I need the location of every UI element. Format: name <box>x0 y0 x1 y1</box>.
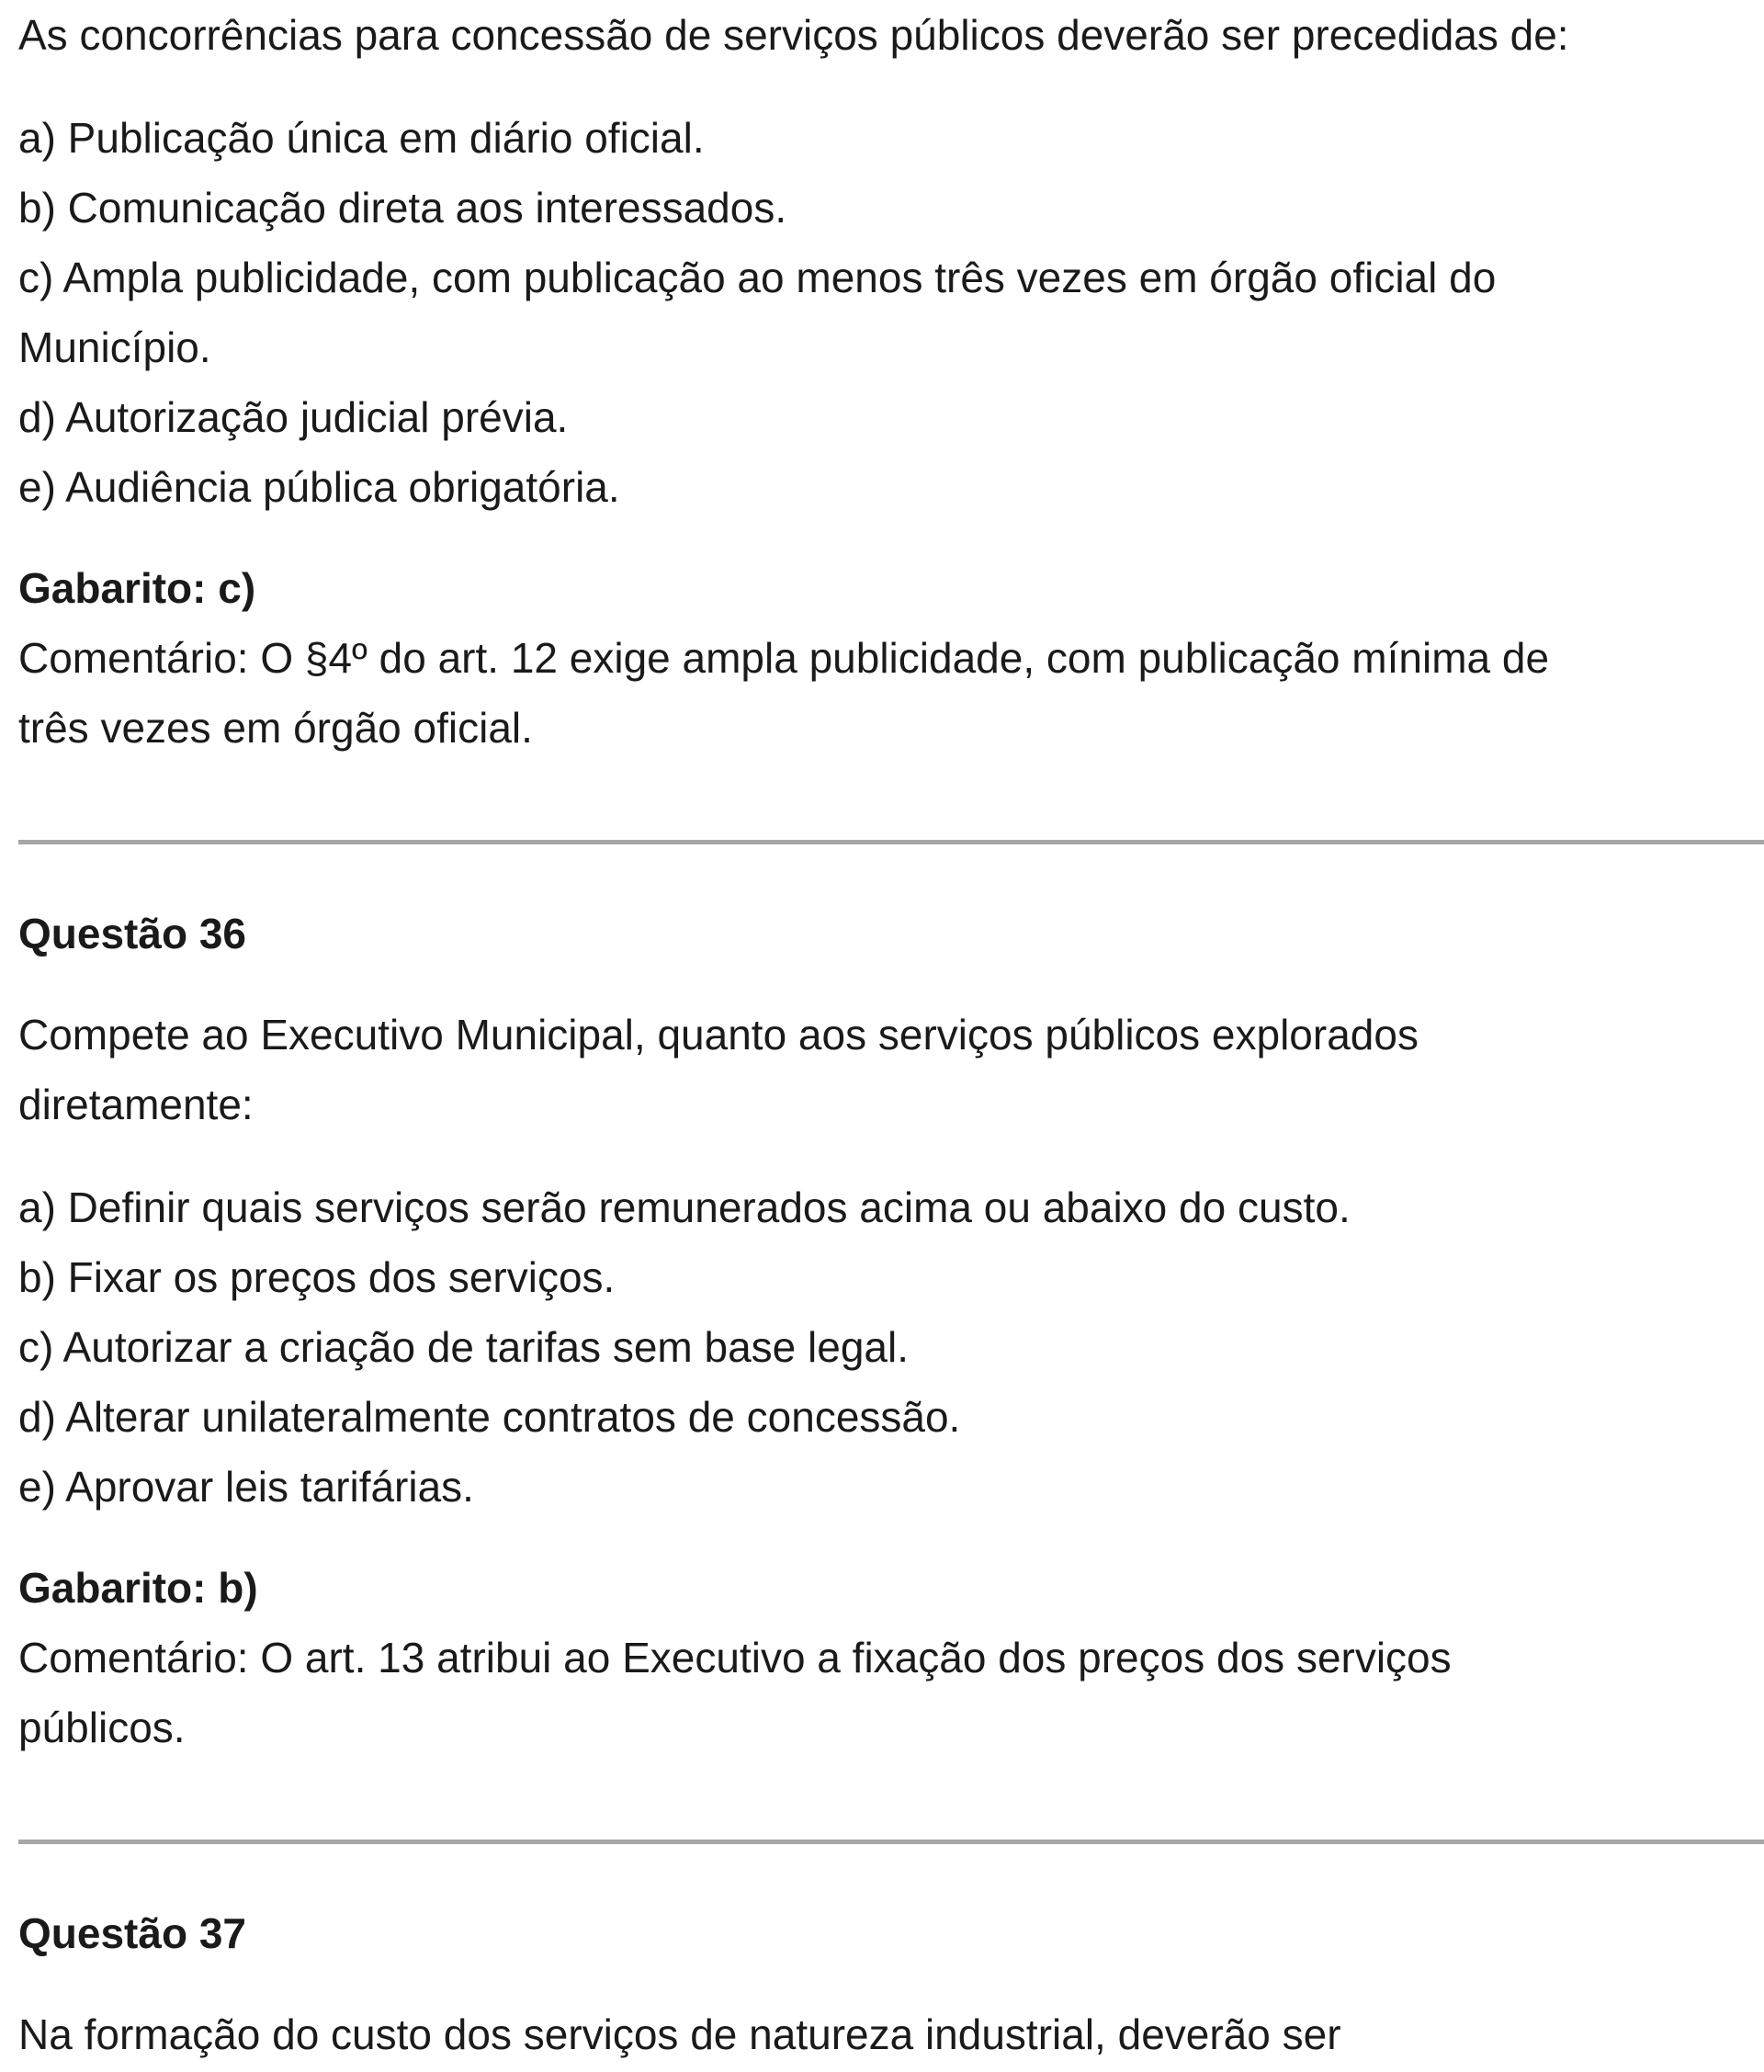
q36-answer-key: Gabarito: b) <box>18 1564 258 1612</box>
q35-option-d: d) Autorização judicial prévia. <box>18 393 569 441</box>
q37-stem-line-1: Na formação do custo dos serviços de natureza industrial, deverão ser <box>18 2010 1341 2058</box>
q35-stem-block <box>18 0 1569 70</box>
q36-stem-block <box>18 1000 1419 1139</box>
q35-option-a: a) Publicação única em diário oficial. <box>18 114 705 162</box>
q37-title: Questão 37 <box>18 1909 246 1957</box>
q36-answer-block <box>18 1553 1452 1762</box>
q37-title-block <box>18 1898 246 1968</box>
q36-option-a: a) Definir quais serviços serão remunerados acima ou abaixo do custo. <box>18 1183 1351 1231</box>
q36-option-d: d) Alterar unilateralmente contratos de concessão. <box>18 1393 961 1441</box>
q36-option-e: e) Aprovar leis tarifárias. <box>18 1463 474 1511</box>
q36-comment-line-2: públicos. <box>18 1704 186 1751</box>
q35-answer-key: Gabarito: c) <box>18 564 256 612</box>
q35-option-c: c) Ampla publicidade, com publicação ao menos três vezes em órgão oficial do <box>18 254 1497 301</box>
q36-stem-line-1: Compete ao Executivo Municipal, quanto aos serviços públicos explorados <box>18 1011 1419 1059</box>
q36-title-block <box>18 899 246 968</box>
q36-options <box>18 1172 1351 1522</box>
q35-option-c-continued: Município. <box>18 323 211 371</box>
q36-title: Questão 36 <box>18 910 246 957</box>
q36-option-c: c) Autorizar a criação de tarifas sem base legal. <box>18 1323 910 1371</box>
q35-comment-line-1: Comentário: O §4º do art. 12 exige ampla publicidade, com publicação mínima de <box>18 634 1550 682</box>
q35-options <box>18 103 1496 522</box>
q35-option-b: b) Comunicação direta aos interessados. <box>18 184 787 232</box>
q36-stem-line-2: diretamente: <box>18 1081 254 1128</box>
q37-stem-block <box>18 1999 1341 2069</box>
q36-comment-line-1: Comentário: O art. 13 atribui ao Executivo a fixação dos preços dos serviços <box>18 1634 1452 1681</box>
q35-option-e: e) Audiência pública obrigatória. <box>18 463 620 511</box>
q36-option-b: b) Fixar os preços dos serviços. <box>18 1253 616 1301</box>
q35-answer-block <box>18 553 1549 763</box>
q35-stem: As concorrências para concessão de serviços públicos deverão ser precedidas de: <box>18 11 1569 59</box>
section-divider-2 <box>18 1840 1764 1844</box>
q35-comment-line-2: três vezes em órgão oficial. <box>18 704 533 752</box>
section-divider-1 <box>18 840 1764 844</box>
